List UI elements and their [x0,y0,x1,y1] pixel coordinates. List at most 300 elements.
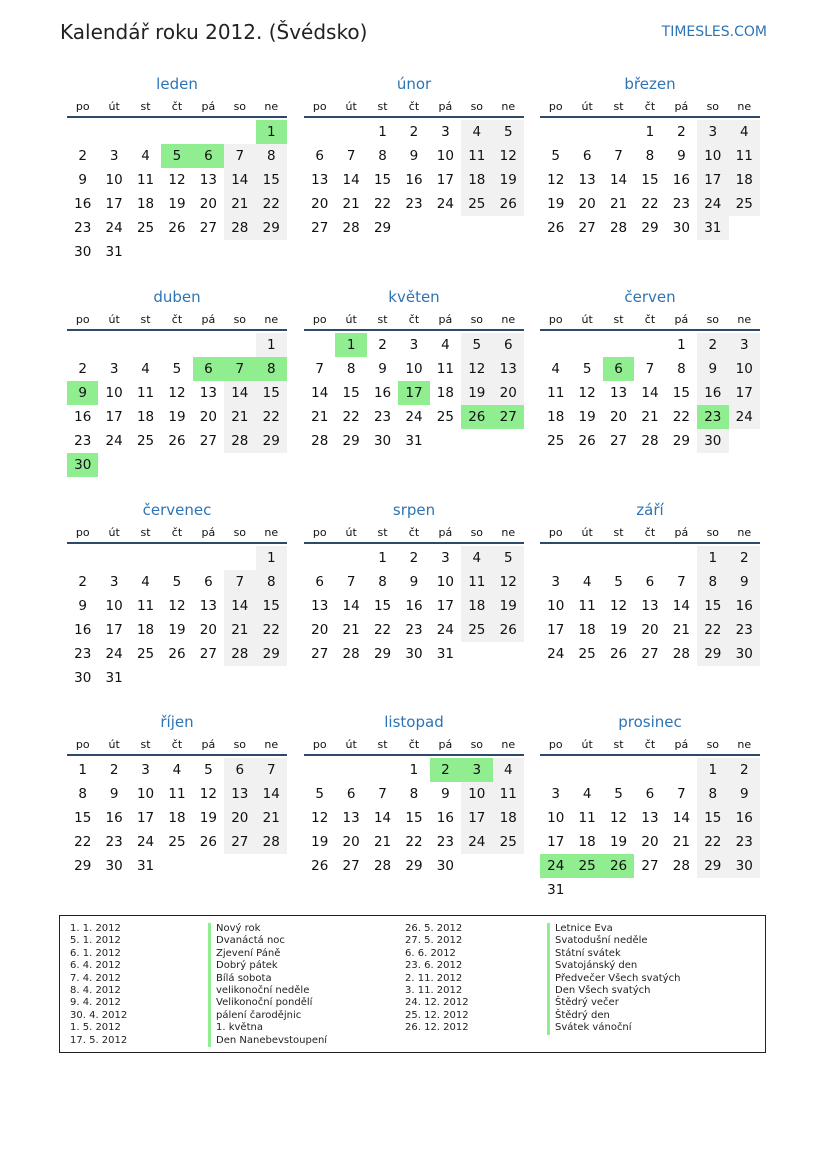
holiday-day-cell: 30 [67,453,98,477]
weekday-label: ne [501,526,516,539]
day-cell: 11 [168,786,186,802]
weekday-header [304,522,524,544]
holiday-day-cell: 5 [161,144,192,168]
day-cell: 4 [582,574,592,590]
empty-cell [98,120,129,144]
empty-cell [571,758,602,782]
weekday-label: st [377,313,388,326]
day-cell: 25 [729,192,760,216]
day-cell: 3 [109,361,119,377]
day-cell: 27 [199,433,217,449]
day-cell: 23 [74,646,92,662]
holiday-day-cell: 24 [540,854,571,878]
page-title: Kalendář roku 2012. (Švédsko) [60,20,368,44]
day-cell: 22 [672,409,690,425]
day-cell: 10 [461,782,492,806]
empty-cell [571,120,602,144]
weekday-label: pá [201,526,216,539]
weekday-label: so [470,313,484,326]
day-cell: 3 [441,550,450,566]
holiday-date: 9. 4. 2012 [70,997,121,1009]
day-cell: 24 [436,622,454,638]
empty-cell [304,120,335,144]
day-cell: 13 [493,357,524,381]
weekday-label: čt [408,313,420,326]
holiday-name: Štědrý den [547,1010,680,1022]
weekday-header [67,309,287,331]
day-cell: 9 [409,574,419,590]
day-cell: 15 [641,172,659,188]
day-cell: 13 [578,172,596,188]
day-cell: 22 [256,405,287,429]
holiday-date: 17. 5. 2012 [70,1034,128,1046]
day-cell: 25 [136,433,155,449]
empty-cell [571,546,602,570]
month-name: březen [624,75,676,93]
day-grid [540,546,760,666]
day-cell: 21 [672,622,690,638]
holiday-day-cell: 26 [603,854,634,878]
day-cell: 22 [256,192,287,216]
empty-cell [540,546,571,570]
day-cell: 18 [436,385,454,401]
empty-cell [603,333,634,357]
day-cell: 14 [342,598,360,614]
day-cell: 27 [311,220,329,236]
weekday-label: čt [644,526,656,539]
weekday-label: pá [438,100,453,113]
day-cell: 11 [461,144,492,168]
weekday-label: pá [438,738,453,751]
day-cell: 13 [224,782,255,806]
empty-cell [603,546,634,570]
day-cell: 20 [641,834,659,850]
day-cell: 28 [672,858,690,874]
day-cell: 29 [256,429,287,453]
day-cell: 20 [311,196,329,212]
day-cell: 15 [697,806,728,830]
day-cell: 8 [256,144,287,168]
holiday-day-cell: 23 [697,405,728,429]
day-cell: 23 [74,220,92,236]
day-cell: 29 [256,216,287,240]
holiday-day-cell: 9 [67,381,98,405]
day-cell: 4 [141,148,150,164]
empty-cell [571,333,602,357]
holiday-list [59,915,766,1053]
day-cell: 19 [168,409,186,425]
day-cell: 17 [436,598,454,614]
day-cell: 28 [609,220,628,236]
weekday-header [304,309,524,331]
day-cell: 23 [672,196,690,212]
empty-cell [367,758,398,782]
holiday-day-cell: 27 [493,405,524,429]
weekday-label: ne [737,738,752,751]
day-cell: 16 [74,196,92,212]
day-cell: 31 [105,244,123,260]
day-cell: 31 [105,670,123,686]
weekday-label: so [706,526,720,539]
weekday-label: čt [171,738,183,751]
day-cell: 13 [609,385,628,401]
weekday-label: út [345,100,357,113]
day-cell: 9 [78,172,87,188]
day-cell: 2 [729,546,760,570]
day-cell: 14 [224,168,255,192]
day-cell: 17 [136,810,155,826]
day-cell: 5 [614,786,623,802]
empty-cell [335,546,366,570]
weekday-label: út [581,100,593,113]
day-cell: 2 [677,124,686,140]
day-cell: 23 [405,622,423,638]
day-cell: 7 [677,574,686,590]
day-cell: 28 [224,642,255,666]
day-cell: 10 [405,361,423,377]
day-cell: 17 [105,409,123,425]
day-grid [304,333,524,453]
holiday-date: 6. 4. 2012 [70,960,121,972]
day-cell: 21 [224,618,255,642]
day-cell: 23 [373,409,392,425]
day-cell: 31 [405,433,423,449]
day-cell: 9 [729,570,760,594]
empty-cell [335,758,366,782]
holiday-name: Letnice Eva [547,923,680,935]
day-cell: 25 [168,834,186,850]
day-cell: 13 [311,598,329,614]
holiday-date: 5. 1. 2012 [70,935,121,947]
day-cell: 9 [109,786,119,802]
day-cell: 31 [547,882,565,898]
empty-cell [193,333,224,357]
month-block [304,72,524,240]
day-cell: 12 [493,144,524,168]
weekday-header [67,734,287,756]
weekday-header [540,734,760,756]
day-cell: 30 [672,220,690,236]
day-cell: 21 [224,405,255,429]
empty-cell [130,120,161,144]
day-cell: 21 [311,409,329,425]
weekday-label: st [140,100,151,113]
holiday-day-cell: 2 [430,758,461,782]
day-cell: 12 [199,786,217,802]
day-cell: 12 [168,172,186,188]
empty-cell [603,758,634,782]
day-cell: 16 [436,810,454,826]
empty-cell [304,758,335,782]
day-grid [304,120,524,240]
weekday-label: út [108,100,120,113]
weekday-label: st [140,738,151,751]
empty-cell [130,546,161,570]
day-cell: 7 [677,786,686,802]
day-cell: 31 [697,216,728,240]
day-cell: 28 [373,858,392,874]
day-cell: 12 [311,810,329,826]
day-cell: 19 [168,196,186,212]
day-cell: 12 [578,385,596,401]
day-cell: 29 [641,220,659,236]
day-grid [304,758,524,878]
month-name: leden [156,75,198,93]
holiday-name: Svatodušní neděle [547,935,680,947]
day-cell: 25 [136,220,155,236]
day-cell: 26 [168,220,186,236]
day-cell: 16 [405,172,423,188]
month-block [304,710,524,878]
day-cell: 20 [493,381,524,405]
day-grid [67,120,287,264]
day-cell: 2 [378,337,387,353]
day-cell: 25 [436,409,454,425]
weekday-label: ne [264,738,279,751]
day-cell: 5 [614,574,623,590]
day-cell: 28 [672,646,690,662]
weekday-label: st [613,738,624,751]
day-cell: 6 [645,574,655,590]
month-name: červen [624,288,676,306]
day-cell: 10 [547,598,565,614]
day-cell: 26 [199,834,217,850]
weekday-label: st [140,313,151,326]
day-cell: 19 [461,381,492,405]
day-cell: 1 [645,124,655,140]
day-cell: 21 [342,622,360,638]
weekday-label: so [233,100,247,113]
day-cell: 12 [609,810,628,826]
day-cell: 16 [405,598,423,614]
empty-cell [67,333,98,357]
day-cell: 30 [697,429,728,453]
day-cell: 24 [547,646,565,662]
weekday-label: čt [408,100,420,113]
weekday-label: čt [408,526,420,539]
day-cell: 10 [697,144,728,168]
day-cell: 22 [74,834,92,850]
holiday-names-column-2 [547,923,680,1035]
weekday-header [540,309,760,331]
day-cell: 18 [168,810,186,826]
weekday-label: čt [644,100,656,113]
day-cell: 17 [105,196,123,212]
day-cell: 1 [378,550,387,566]
month-name: červenec [142,501,212,519]
weekday-label: po [312,313,327,326]
day-cell: 25 [578,646,596,662]
day-cell: 4 [582,786,592,802]
day-cell: 8 [677,361,686,377]
day-cell: 5 [582,361,592,377]
day-cell: 9 [441,786,450,802]
weekday-label: čt [644,313,656,326]
day-grid [67,758,287,878]
day-cell: 14 [373,810,392,826]
day-cell: 31 [436,646,454,662]
day-cell: 13 [311,172,329,188]
holiday-name: Den Nanebevstoupení [208,1035,327,1047]
day-cell: 3 [551,574,560,590]
day-cell: 14 [256,782,287,806]
day-cell: 30 [74,670,92,686]
day-cell: 15 [256,168,287,192]
day-cell: 14 [609,172,628,188]
day-cell: 26 [493,192,524,216]
day-cell: 20 [199,409,217,425]
month-name: říjen [160,713,194,731]
day-cell: 24 [136,834,155,850]
weekday-label: so [706,313,720,326]
month-name: srpen [392,501,436,519]
empty-cell [67,546,98,570]
day-cell: 8 [378,574,387,590]
day-cell: 12 [493,570,524,594]
weekday-label: st [613,100,624,113]
day-cell: 24 [461,830,492,854]
day-cell: 18 [136,409,155,425]
day-cell: 18 [729,168,760,192]
day-cell: 15 [256,381,287,405]
day-cell: 17 [105,622,123,638]
holiday-day-cell: 8 [256,357,287,381]
holiday-date: 23. 6. 2012 [405,960,463,972]
month-block [540,72,760,240]
day-cell: 12 [461,357,492,381]
day-cell: 29 [405,858,423,874]
weekday-label: po [312,526,327,539]
month-block [304,285,524,453]
month-block [67,72,287,264]
day-cell: 23 [436,834,454,850]
day-cell: 7 [346,574,356,590]
empty-cell [67,120,98,144]
day-cell: 10 [436,148,454,164]
weekday-label: po [312,100,327,113]
holiday-name: velikonoční neděle [208,985,327,997]
day-cell: 4 [141,361,150,377]
month-block [540,498,760,666]
month-name: prosinec [618,713,682,731]
empty-cell [634,758,665,782]
site-logo-link[interactable]: TIMESLES.COM [661,24,767,40]
day-cell: 20 [609,409,628,425]
day-cell: 31 [136,858,155,874]
day-cell: 30 [105,858,123,874]
holiday-date: 6. 1. 2012 [70,947,121,959]
empty-cell [224,120,255,144]
day-cell: 15 [256,594,287,618]
weekday-label: st [377,526,388,539]
day-cell: 1 [697,758,728,782]
weekday-label: so [470,100,484,113]
day-cell: 24 [697,192,728,216]
day-cell: 15 [373,172,392,188]
day-cell: 18 [136,622,155,638]
day-cell: 17 [461,806,492,830]
day-cell: 28 [641,433,659,449]
day-cell: 19 [493,168,524,192]
holiday-day-cell: 25 [571,854,602,878]
holiday-day-cell: 7 [224,357,255,381]
holiday-day-cell: 1 [256,120,287,144]
holiday-date: 26. 12. 2012 [405,1022,469,1034]
day-cell: 11 [729,144,760,168]
weekday-label: po [548,738,563,751]
weekday-label: pá [201,100,216,113]
holiday-day-cell: 26 [461,405,492,429]
day-cell: 7 [614,148,623,164]
holiday-name: Zjevení Páně [208,948,327,960]
month-block [304,498,524,666]
day-cell: 16 [672,172,690,188]
day-cell: 11 [578,810,596,826]
weekday-label: pá [674,313,689,326]
empty-cell [98,546,129,570]
holiday-date: 26. 5. 2012 [405,923,463,934]
weekday-label: po [312,738,327,751]
day-cell: 4 [461,546,492,570]
day-cell: 22 [641,196,659,212]
weekday-label: so [706,100,720,113]
day-cell: 9 [378,361,387,377]
month-name: listopad [384,713,444,731]
day-cell: 15 [74,810,92,826]
day-cell: 2 [78,361,87,377]
day-cell: 16 [729,594,760,618]
day-cell: 21 [256,806,287,830]
day-cell: 7 [315,361,324,377]
empty-cell [634,333,665,357]
empty-cell [540,758,571,782]
weekday-label: út [345,313,357,326]
weekday-label: ne [737,526,752,539]
empty-cell [335,120,366,144]
day-cell: 6 [315,148,324,164]
day-cell: 5 [461,333,492,357]
holiday-date: 2. 11. 2012 [405,972,463,984]
day-cell: 9 [697,357,728,381]
day-cell: 7 [645,361,655,377]
day-cell: 16 [74,409,92,425]
day-cell: 7 [224,144,255,168]
empty-cell [304,546,335,570]
day-cell: 1 [256,333,287,357]
day-cell: 29 [672,433,690,449]
empty-cell [161,546,192,570]
day-cell: 8 [409,786,419,802]
day-cell: 6 [645,786,655,802]
day-cell: 4 [141,574,150,590]
day-cell: 15 [373,598,392,614]
day-cell: 18 [136,196,155,212]
weekday-label: st [613,313,624,326]
day-cell: 11 [578,598,596,614]
day-cell: 14 [342,172,360,188]
day-cell: 14 [311,385,329,401]
holiday-names-column-1 [208,923,327,1047]
day-cell: 20 [311,622,329,638]
day-cell: 30 [373,433,392,449]
day-cell: 24 [436,196,454,212]
month-name: září [636,501,664,519]
day-cell: 4 [493,758,524,782]
day-cell: 2 [697,333,728,357]
day-cell: 21 [373,834,392,850]
day-cell: 3 [551,786,560,802]
day-cell: 4 [729,120,760,144]
